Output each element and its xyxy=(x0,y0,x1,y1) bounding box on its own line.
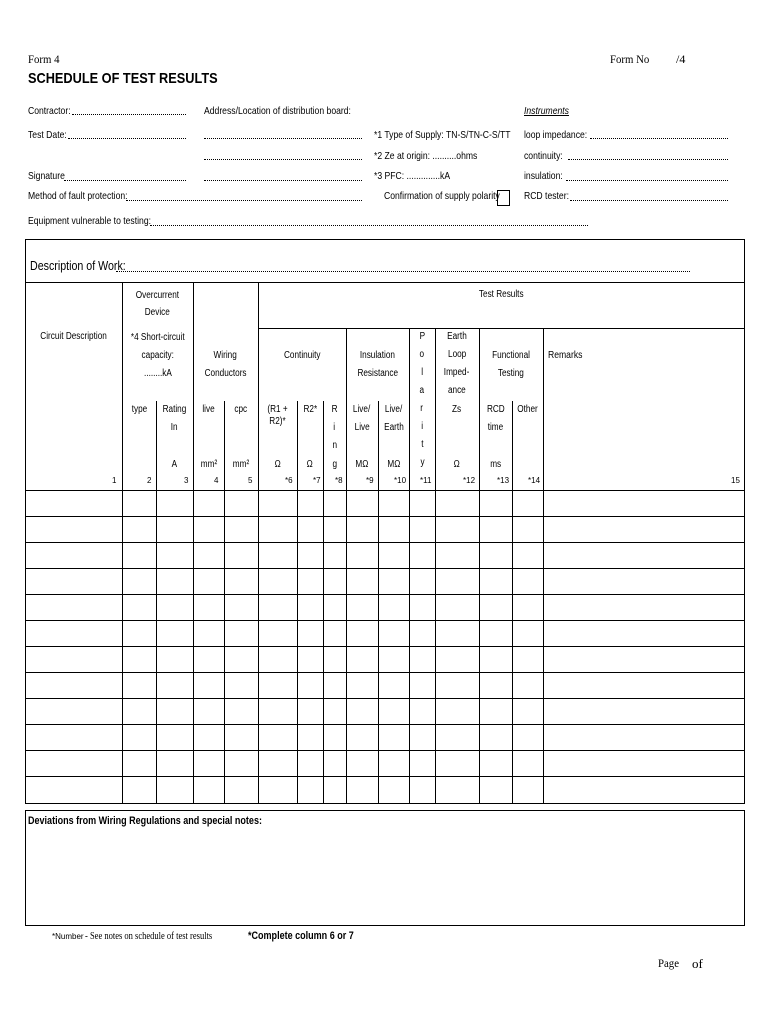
col-rating: Rating xyxy=(162,404,187,415)
col-short-circuit-1: *4 Short-circuit xyxy=(130,332,185,343)
col-num-12: *12 xyxy=(463,476,476,485)
col-num-11: *11 xyxy=(420,476,432,485)
continuity-field[interactable] xyxy=(568,153,728,160)
equipment-vulnerable-label: Equipment vulnerable to testing: xyxy=(28,215,152,227)
col-r2: R2* xyxy=(303,404,317,415)
contractor-label: Contractor: xyxy=(28,105,71,117)
col-resistance: Resistance xyxy=(357,368,398,379)
col-conductors: Conductors xyxy=(204,368,247,379)
col-num-13: *13 xyxy=(497,476,510,485)
pfc-label: *3 PFC: ..............kA xyxy=(374,170,451,182)
deviations-box[interactable] xyxy=(25,810,745,926)
ze-origin-label: *2 Ze at origin: ..........ohms xyxy=(374,150,478,162)
col-num-7: *7 xyxy=(313,476,321,485)
table-row[interactable] xyxy=(26,594,744,595)
unit-mm2-cpc: mm² xyxy=(232,459,250,470)
col-ring-r: R xyxy=(331,404,338,415)
col-polarity-a: a xyxy=(419,385,425,396)
results-table xyxy=(25,239,745,804)
rcd-tester-field[interactable] xyxy=(570,194,728,201)
continuity-label: continuity: xyxy=(524,150,563,162)
col-rating-sub: In xyxy=(171,422,178,433)
footnote-text: - See notes on schedule of test results xyxy=(85,931,213,942)
form-no-suffix: /4 xyxy=(676,52,686,66)
table-row[interactable] xyxy=(26,724,744,725)
col-num-14: *14 xyxy=(528,476,541,485)
equipment-vulnerable-field[interactable] xyxy=(150,219,588,226)
address-field-2[interactable] xyxy=(204,153,362,160)
unit-ms: ms xyxy=(490,459,501,470)
unit-a: A xyxy=(171,459,178,470)
col-functional: Functional xyxy=(492,350,530,361)
col-num-15: 15 xyxy=(731,476,740,485)
address-label: Address/Location of distribution board: xyxy=(204,105,351,117)
method-fault-label: Method of fault protection: xyxy=(28,190,128,202)
col-type: type xyxy=(131,404,147,415)
col-remarks: Remarks xyxy=(548,349,583,361)
column-numbers xyxy=(0,476,768,488)
table-row[interactable] xyxy=(26,568,744,569)
supply-type-label: *1 Type of Supply: TN-S/TN-C-S/TT xyxy=(374,129,511,141)
insulation-label: insulation: xyxy=(524,170,563,182)
table-row[interactable] xyxy=(26,620,744,621)
contractor-field[interactable] xyxy=(72,108,186,115)
unit-mohm-10: MΩ xyxy=(387,459,400,470)
loop-impedance-label: loop impedance: xyxy=(524,129,588,141)
col-r1r2: (R1 + R2)* xyxy=(267,404,288,427)
col-testing: Testing xyxy=(498,368,524,379)
col-num-8: *8 xyxy=(335,476,343,485)
col-num-5: 5 xyxy=(248,476,253,485)
method-fault-field[interactable] xyxy=(126,194,362,201)
page-label: Page xyxy=(658,956,679,970)
col-live-live-2: Live xyxy=(354,422,370,433)
col-polarity-y: y xyxy=(419,457,425,468)
col-short-circuit-3: ........kA xyxy=(143,368,172,379)
col-earth-2: Loop xyxy=(447,349,467,360)
rcd-tester-label: RCD tester: xyxy=(524,190,569,202)
col-circuit-description: Circuit Description xyxy=(40,331,108,342)
col-polarity-l: l xyxy=(421,367,423,378)
col-num-4: 4 xyxy=(214,476,219,485)
unit-mohm-9: MΩ xyxy=(355,459,369,470)
col-earth-4: ance xyxy=(448,385,466,396)
description-of-work-field[interactable] xyxy=(116,265,690,272)
deviations-label: Deviations from Wiring Regulations and special notes: xyxy=(28,815,262,827)
col-num-10: *10 xyxy=(394,476,407,485)
col-num-9: *9 xyxy=(366,476,374,485)
col-test-results: Test Results xyxy=(479,289,524,300)
col-wiring: Wiring xyxy=(213,350,238,361)
col-insulation: Insulation xyxy=(359,350,396,361)
supply-polarity-checkbox[interactable] xyxy=(497,190,510,206)
col-num-2: 2 xyxy=(147,476,152,485)
col-rcd-time-2: time xyxy=(487,422,504,433)
unit-mm2-live: mm² xyxy=(200,459,217,470)
table-row[interactable] xyxy=(26,542,744,543)
col-cpc: cpc xyxy=(234,404,248,415)
col-short-circuit-2: capacity: xyxy=(141,350,174,361)
of-label: of xyxy=(692,956,703,971)
col-polarity-i: i xyxy=(421,421,423,432)
test-date-field[interactable] xyxy=(68,132,186,139)
form-no-label: Form No xyxy=(610,52,650,66)
table-row[interactable] xyxy=(26,750,744,751)
col-live: live xyxy=(202,404,215,415)
table-row[interactable] xyxy=(26,672,744,673)
col-earth-3: Imped- xyxy=(444,367,470,378)
col-live-live-1: Live/ xyxy=(353,404,371,415)
loop-impedance-field[interactable] xyxy=(590,132,728,139)
col-ring-n: n xyxy=(332,440,337,451)
col-live-earth-2: Earth xyxy=(383,422,404,433)
test-date-label: Test Date: xyxy=(28,129,67,141)
col-overcurrent: Overcurrent xyxy=(135,290,180,301)
signature-label: Signature xyxy=(28,170,65,182)
table-row[interactable] xyxy=(26,698,744,699)
address-field-1[interactable] xyxy=(204,132,362,139)
insulation-field[interactable] xyxy=(566,174,728,181)
footnote-star: *Number xyxy=(52,932,84,941)
col-device: Device xyxy=(144,307,171,318)
signature-field[interactable] xyxy=(64,174,186,181)
complete-column-note: *Complete column 6 or 7 xyxy=(248,930,354,942)
table-row[interactable] xyxy=(26,776,744,777)
col-polarity-r: r xyxy=(420,403,424,414)
col-live-earth-1: Live/ xyxy=(384,404,403,415)
col-ring-i: i xyxy=(333,422,336,433)
unit-ohm-7: Ω xyxy=(306,459,314,470)
col-polarity-o: o xyxy=(419,349,425,360)
unit-ring-g: g xyxy=(332,459,337,470)
col-num-1: 1 xyxy=(112,476,117,485)
table-row[interactable] xyxy=(26,516,744,517)
unit-ohm-6: Ω xyxy=(274,459,281,470)
col-polarity-p: P xyxy=(419,331,425,342)
address-field-3[interactable] xyxy=(204,174,362,181)
col-num-3: 3 xyxy=(184,476,189,485)
form-label: Form 4 xyxy=(28,52,60,66)
col-polarity-t: t xyxy=(420,439,424,450)
col-rcd-time-1: RCD xyxy=(486,404,505,415)
instruments-title: Instruments xyxy=(524,105,569,117)
unit-ohm-12: Ω xyxy=(453,459,461,470)
table-row[interactable] xyxy=(26,646,744,647)
description-of-work-label: Description of Work: xyxy=(30,258,126,273)
col-earth-1: Earth xyxy=(447,331,467,342)
col-num-6: *6 xyxy=(285,476,293,485)
supply-polarity-label: Confirmation of supply polarity xyxy=(384,190,500,202)
page-title: SCHEDULE OF TEST RESULTS xyxy=(28,70,218,87)
col-continuity: Continuity xyxy=(283,350,321,361)
col-zs: Zs xyxy=(452,404,462,415)
col-other: Other xyxy=(517,404,538,415)
